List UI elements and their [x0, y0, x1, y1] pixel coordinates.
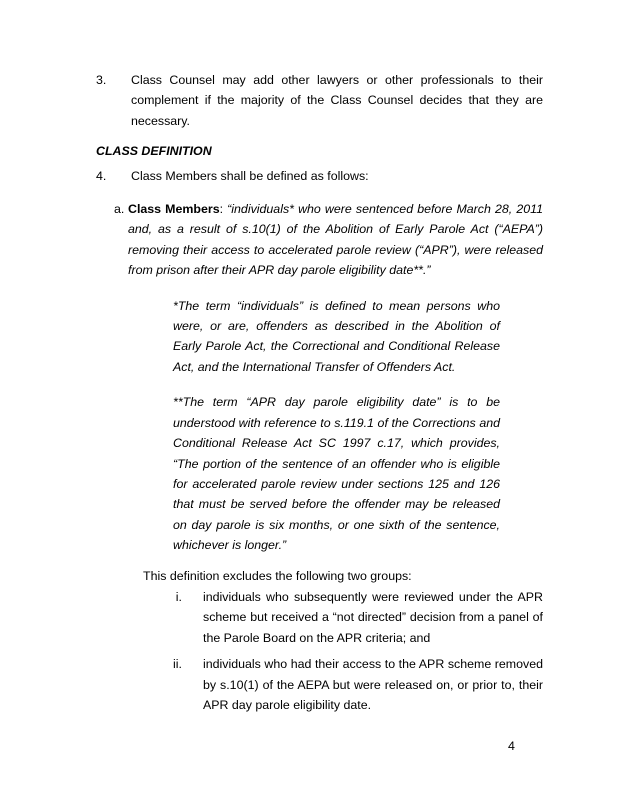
exclusion-intro: This definition excludes the following two groups: [143, 568, 412, 583]
page-number: 4 [508, 739, 515, 753]
class-members-label: Class Members [128, 202, 220, 217]
exclusion-item-ii-text: individuals who had their access to the APR scheme removed by s.10(1) of the AEPA but were released on, or prior to, their APR day parole eligibility date. [203, 657, 543, 712]
paragraph-4-text: Class Members shall be defined as follows: [131, 168, 369, 183]
paragraph-4-number: 4. [96, 168, 107, 183]
footnote-apr-eligibility-date: **The term “APR day parole eligibility date” is to be understood with reference to s.119.1 of the Corrections and Conditional Release Act SC 1997 c.17, which provides, “The portion of the sentence of an offender who is eligible for accelerated parole review under sections 125 and 126 that must be served before the offender may be released on day parole is six months, or one sixth of the sentence, whichever is longer.” [173, 395, 500, 553]
class-members-separator: : [219, 202, 228, 217]
paragraph-3-text: Class Counsel may add other lawyers or other professionals to their complement if the majority of the Class Counsel decides that they are necessary. [131, 73, 543, 128]
exclusion-item-i-text: individuals who subsequently were reviewed under the APR scheme but received a “not directed” decision from a panel of the Parole Board on the APR criteria; and [203, 589, 543, 645]
sub-paragraph-a-marker: a. [114, 202, 125, 217]
paragraph-4 [96, 166, 543, 186]
paragraph-3-number: 3. [96, 73, 107, 87]
sub-paragraph-a [114, 199, 543, 281]
exclusion-item-i-marker: i. [175, 589, 182, 604]
exclusion-item-i [175, 587, 543, 648]
exclusion-item-ii [173, 654, 543, 715]
class-members-definition: “individuals* who were sentenced before March 28, 2011 and, as a result of s.10(1) of the Abolition of Early Parole Act (“AEPA”) removing their access to accelerated parole review (“APR”), were released from prison after their APR day parole eligibility date**.” [128, 202, 543, 278]
footnote-individuals: *The term “individuals” is defined to mean persons who were, or are, offenders as described in the Abolition of Early Parole Act, the Correctional and Conditional Release Act, and the International Transfer of Offenders Act. [173, 298, 500, 374]
exclusion-item-ii-marker: ii. [173, 657, 182, 672]
section-heading: CLASS DEFINITION [96, 144, 212, 159]
paragraph-3 [96, 70, 543, 131]
